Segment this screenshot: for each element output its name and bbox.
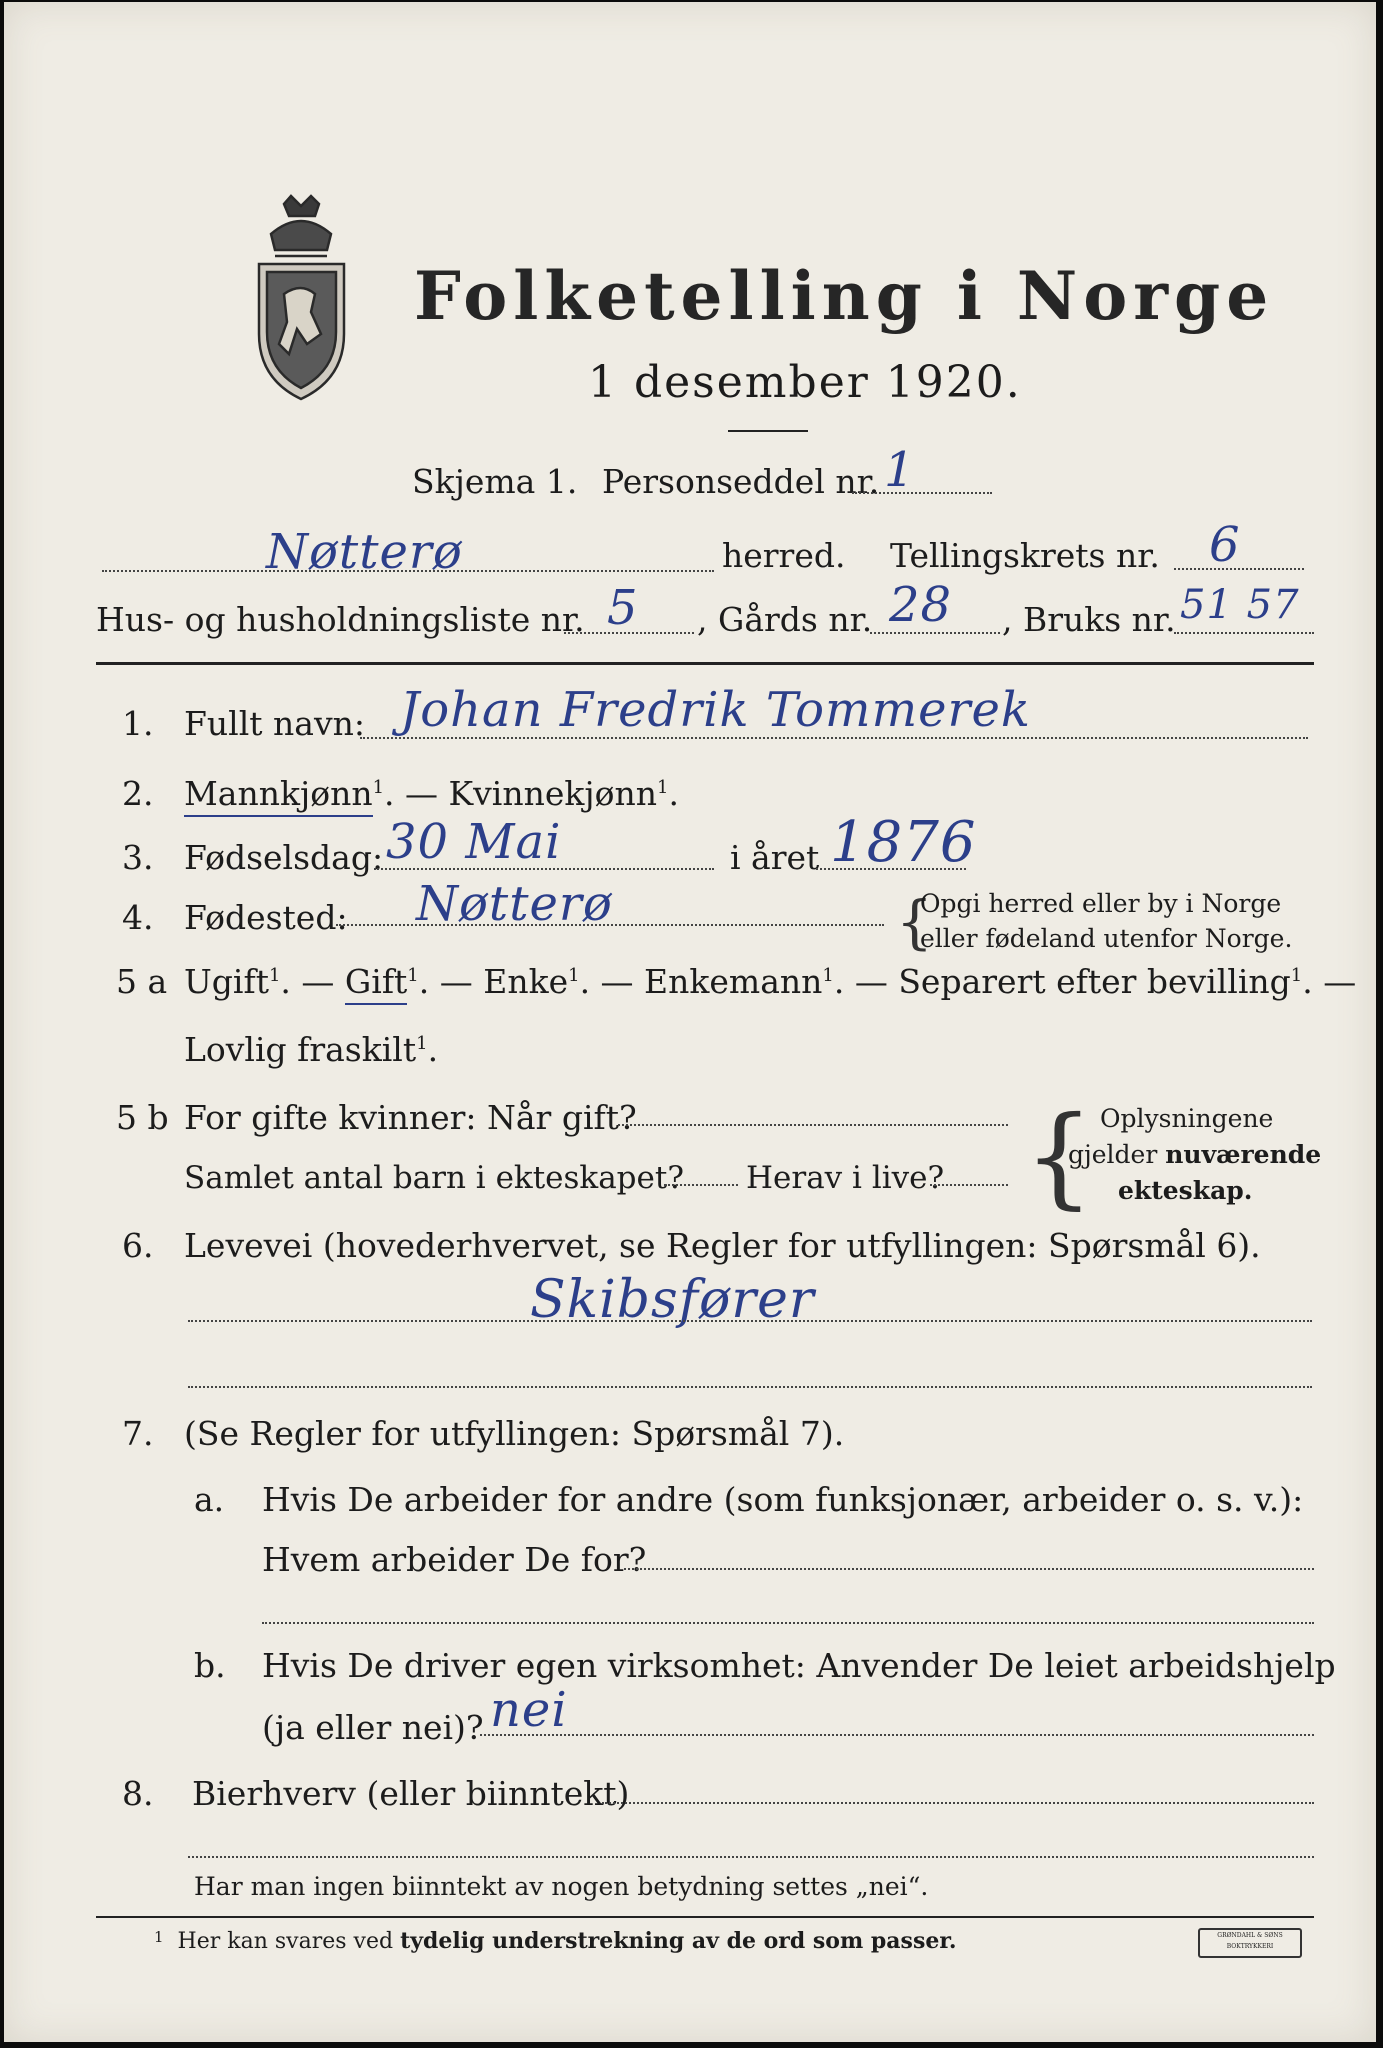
hired-help-value: nei <box>490 1682 568 1738</box>
enke-option: Enke <box>483 962 569 1001</box>
q5b-note-nuvaerende: nuværende <box>1165 1140 1322 1169</box>
q5a-footnote-mark: 1 <box>416 1033 428 1054</box>
lovlig-label: Lovlig fraskilt <box>184 1030 417 1069</box>
hus-dotline <box>564 632 694 634</box>
q2-end: . <box>668 774 679 813</box>
tellingskrets-label: Tellingskrets nr. <box>890 536 1160 575</box>
q5b-brace: { <box>1024 1092 1094 1220</box>
footnote <box>154 1928 957 1954</box>
q5a-footnote-mark: 1 <box>407 965 419 986</box>
printer-stamp-text: GRØNDAHL & SØNS BOKTRYKKERI <box>1217 1932 1283 1950</box>
q5a-footnote-mark: 1 <box>268 965 281 986</box>
census-form-page <box>4 2 1376 2042</box>
q3-number: 3. <box>122 838 154 877</box>
birthplace-value: Nøtterø <box>416 876 613 932</box>
q7a-dotline-2 <box>262 1622 1314 1624</box>
q7-label: (Se Regler for utfyllingen: Spørsmål 7). <box>184 1414 845 1453</box>
herred-value: Nøtterø <box>266 524 463 580</box>
full-name-value: Johan Fredrik Tommerek <box>400 682 1031 738</box>
q7a-dotline-1 <box>624 1568 1314 1570</box>
personseddel-value: 1 <box>884 442 916 498</box>
q7-number: 7. <box>122 1414 154 1453</box>
q5b-note-line2 <box>1068 1140 1321 1169</box>
q5b-note-line1: Oplysningene <box>1100 1104 1274 1133</box>
q1-label: Fullt navn: <box>184 704 365 743</box>
q3-year-label: i året <box>730 838 820 877</box>
q4-note-line2: eller fødeland utenfor Norge. <box>920 924 1293 953</box>
q8-label: Bierhverv (eller biinntekt) <box>192 1774 630 1813</box>
skjema-label: Skjema 1. <box>412 462 578 501</box>
q2-number: 2. <box>122 774 154 813</box>
q4-label: Fødested: <box>184 898 348 937</box>
q5a-dash: . — <box>1302 962 1357 1001</box>
q4-note-line1: Opgi herred eller by i Norge <box>920 889 1282 918</box>
q8-number: 8. <box>122 1774 154 1813</box>
q3-dotline <box>374 868 714 870</box>
q5b-live-label: Herav i live? <box>746 1160 945 1196</box>
q6-dotline-2 <box>188 1386 1312 1388</box>
birth-year-value: 1876 <box>830 810 977 875</box>
tellingskrets-value: 6 <box>1209 517 1241 573</box>
q7a-label: Hvis De arbeider for andre (som funksjonær, arbeider o. s. v.): <box>262 1480 1304 1519</box>
birthdate-value: 30 Mai <box>386 814 562 870</box>
q4-number: 4. <box>122 898 154 937</box>
ugift-option: Ugift <box>184 962 269 1001</box>
herred-dotline <box>102 570 714 572</box>
enkemann-option: Enkemann <box>644 962 823 1001</box>
lovlig-fraskilt-option: Lovlig fraskilt$^1$. <box>184 1030 439 1069</box>
footnote-text: Her kan svares ved <box>177 1929 401 1954</box>
q2-footnote-mark: 1 <box>657 777 669 798</box>
q8-dotline-1 <box>602 1802 1314 1804</box>
q2-footnote-mark: 1 <box>372 777 385 798</box>
q5a-footnote-mark: 1 <box>822 965 834 986</box>
q5b-number: 5 b <box>116 1098 169 1137</box>
gards-label: , Gårds nr. <box>697 600 873 639</box>
bruks-value: 51 57 <box>1180 582 1300 628</box>
personseddel-dotline <box>852 492 992 494</box>
female-option: Kvinnekjønn <box>448 774 658 813</box>
footer-note: Har man ingen biinntekt av nogen betydning settes „nei“. <box>194 1872 929 1901</box>
q5b-live-dotline <box>930 1184 1008 1186</box>
q5b-note-gjelder: gjelder <box>1068 1140 1166 1169</box>
census-date: 1 desember 1920. <box>588 357 1022 408</box>
printer-stamp <box>1198 1928 1302 1958</box>
gift-option: Gift <box>345 962 407 1005</box>
herred-label: herred. <box>722 536 846 575</box>
hus-label: Hus- og husholdningsliste nr. <box>96 600 585 639</box>
q5b-barn-dotline <box>664 1184 738 1186</box>
bruks-dotline <box>1174 632 1314 634</box>
q5a-options <box>184 962 1356 1001</box>
q6-label: Levevei (hovederhvervet, se Regler for utfyllingen: Spørsmål 6). <box>184 1226 1261 1265</box>
q7b-label2: (ja eller nei)? <box>262 1708 484 1747</box>
q4-dotline <box>336 924 884 926</box>
q5b-dotline <box>618 1124 1008 1126</box>
q5b-label: For gifte kvinner: Når gift? <box>184 1098 637 1137</box>
q2-options <box>184 774 679 813</box>
gards-dotline <box>870 632 1000 634</box>
norway-coat-of-arms-icon <box>249 194 354 408</box>
bruks-label: , Bruks nr. <box>1002 600 1176 639</box>
q6-dotline-1 <box>188 1320 1312 1322</box>
q5b-note-line3: ekteskap. <box>1118 1176 1253 1205</box>
hus-value: 5 <box>607 580 639 636</box>
male-option: Mannkjønn <box>184 774 373 817</box>
separert-option: Separert efter bevilling <box>898 962 1291 1001</box>
q3-year-dotline <box>816 868 966 870</box>
q5a-number: 5 a <box>116 962 168 1001</box>
q5a-dash: . — <box>833 962 888 1001</box>
title-rule <box>728 430 808 432</box>
gards-value: 28 <box>889 577 953 633</box>
q5b-barn-label: Samlet antal barn i ekteskapet? <box>184 1160 684 1196</box>
q5a-dash: . — <box>280 962 335 1001</box>
q6-number: 6. <box>122 1226 154 1265</box>
q7b-dotline <box>480 1734 1314 1736</box>
footnote-number: 1 <box>154 1928 164 1946</box>
q7a-label2: Hvem arbeider De for? <box>262 1540 647 1579</box>
footer-rule <box>96 1916 1314 1918</box>
q3-label: Fødselsdag: <box>184 838 384 877</box>
q7b-letter: b. <box>194 1646 226 1685</box>
form-title: Folketelling i Norge <box>414 257 1275 335</box>
q5a-dash: . — <box>418 962 473 1001</box>
personseddel-label: Personseddel nr. <box>602 462 880 501</box>
footnote-bold: tydelig understrekning av de ord som passer. <box>400 1928 957 1954</box>
q1-dotline <box>360 737 1308 739</box>
q5a-dash: . — <box>579 962 634 1001</box>
q4-brace: { <box>896 888 933 956</box>
tellingskrets-dotline <box>1174 568 1304 570</box>
header-rule <box>96 662 1314 665</box>
occupation-value: Skibsfører <box>530 1270 815 1330</box>
q5a-footnote-mark: 1 <box>1290 965 1303 986</box>
q7a-letter: a. <box>194 1480 225 1519</box>
q1-number: 1. <box>122 704 154 743</box>
q5a-footnote-mark: 1 <box>568 965 580 986</box>
q2-separator: . — <box>384 774 449 813</box>
q7b-label: Hvis De driver egen virksomhet: Anvender De leiet arbeidshjelp <box>262 1646 1336 1685</box>
q8-dotline-2 <box>188 1856 1314 1858</box>
